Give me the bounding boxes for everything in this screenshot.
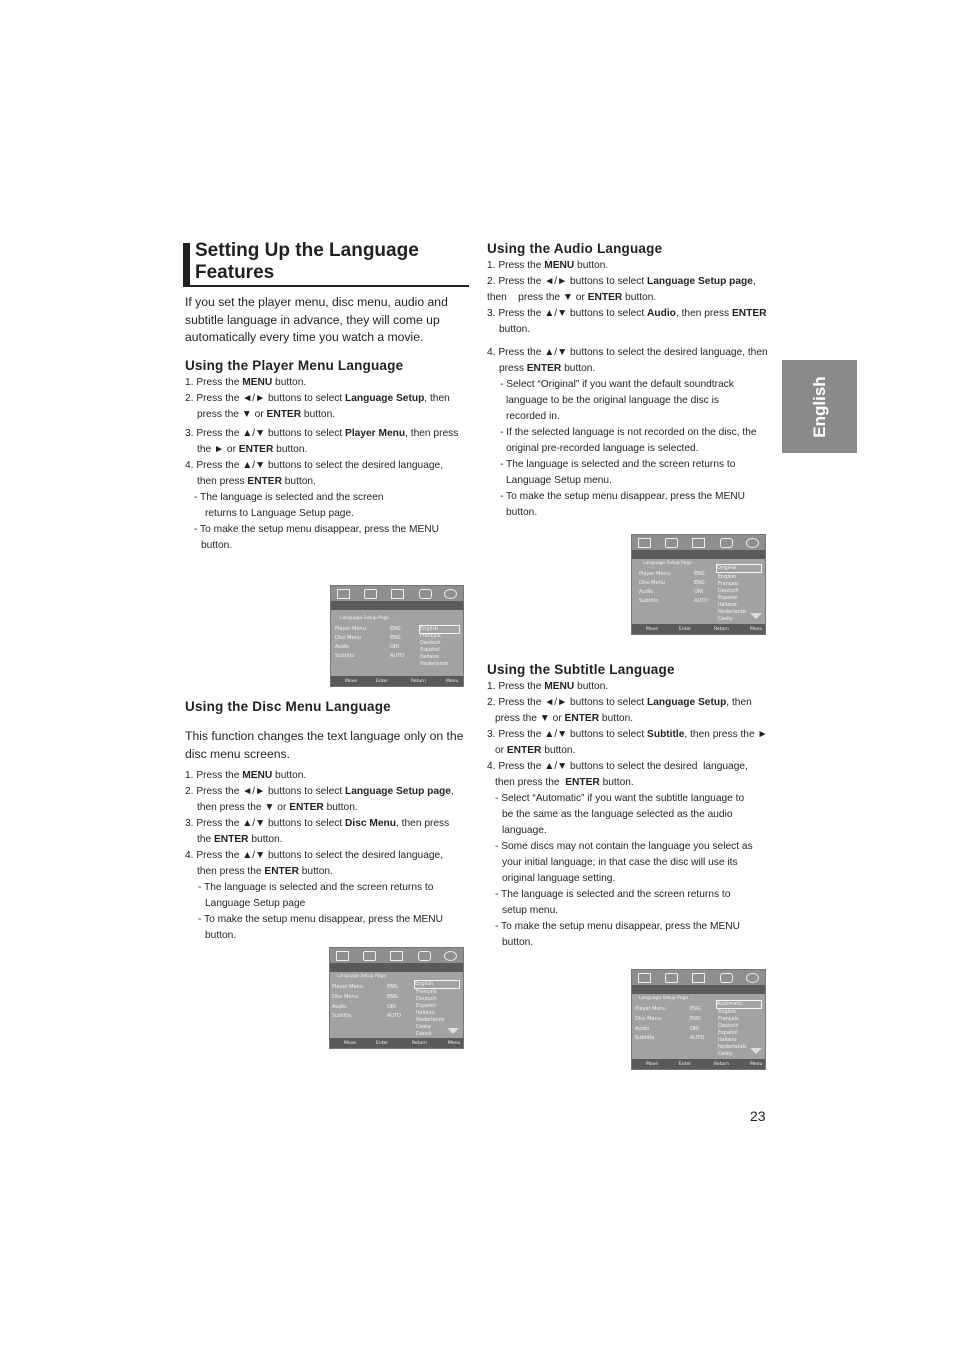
lock-icon (720, 973, 733, 983)
language-icon (337, 589, 350, 599)
osd-player-menu: Language Setup Page ... Player Menu Disc Menu Audio Subtitle ENG ENG ORI AUTO English Français Deutsch Español Italiano Nederlands Move Enter Return Menu (330, 585, 464, 687)
language-icon (638, 973, 651, 983)
display-icon (390, 951, 403, 961)
scroll-down-icon (447, 1028, 459, 1034)
language-icon (336, 951, 349, 961)
subtitle-heading: Using the Subtitle Language (487, 662, 675, 677)
title-accent-bar (183, 243, 190, 286)
scroll-down-icon (750, 1048, 762, 1054)
osd-subtitle-menu: Language Setup Page ... Player Menu Disc Menu Audio Subtitle ENG ENG ORI AUTO Automatic English Français Deutsch Español Italiano Nederlands Cesky Move Enter Return Menu (631, 969, 766, 1070)
step-4: 4. Press the ▲/▼ buttons to select the desired language, (185, 460, 444, 471)
audio-steps: 1. Press the MENU button. 2. Press the ◄/► buttons to select Language Setup page, then press the ▼ or ENTER button. 3. Press the ▲/▼ buttons to select Audio, then press ENTER button. 4. Press the ▲/▼ buttons to select the desired language, then press ENTER button. - Select “Original” if you want the default soundtrack language to be the original language the disc is recorded in. - If the selected language is not recorded on the disc, the original pre-recorded language is selected. - The language is selected and the screen returns to Language Setup menu. - To make the setup menu disappear, press the MENU button. (487, 260, 768, 518)
lock-icon (720, 538, 733, 548)
osd-icon-bar (331, 586, 463, 601)
page-title: Setting Up the Language Features (195, 240, 419, 283)
audio-heading: Using the Audio Language (487, 241, 663, 256)
setup-icon (746, 973, 759, 983)
player-steps: 1. Press the MENU button. 2. Press the ◄/► buttons to select Language Setup, then press the ▼ or ENTER button. 3. Press the ▲/▼ buttons to select Player Menu, then press the ► or ENTER button. 4. Press the ▲/▼ buttons to select the desired language, then press ENTER button. - The language is selected and the screen returns to Language Setup page. - To make the setup menu disappear, press the MENU button. (185, 375, 470, 554)
scroll-down-icon (750, 613, 762, 619)
speaker-icon (364, 589, 377, 599)
language-icon (638, 538, 651, 548)
display-icon (391, 589, 404, 599)
player-heading: Using the Player Menu Language (185, 358, 404, 373)
display-icon (692, 973, 705, 983)
disc-steps: 1. Press the MENU button. 2. Press the ◄/► buttons to select Language Setup page, then press the ▼ or ENTER button. 3. Press the ▲/▼ buttons to select Disc Menu, then press the ENTER button. 4. Press the ▲/▼ buttons to select the desired language, then press the ENTER button. - The language is selected and the screen returns to Language Setup page - To make the setup menu disappear, press the MENU button. (185, 770, 454, 941)
osd-audio-menu: Language Setup Page ... Player Menu Disc Menu Audio Subtitle ENG ENG ORI AUTO Original English Français Deutsch Español Italiano Nederlands Cesky Move Enter Return Menu (631, 534, 766, 635)
setup-icon (444, 589, 457, 599)
step-3: 3. Press the ▲/▼ buttons to select Player Menu, then press (185, 428, 459, 439)
speaker-icon (363, 951, 376, 961)
intro-text: If you set the player menu, disc menu, audio and subtitle language in advance, they will come up automatically every time you watch a movie. (185, 295, 448, 344)
step-2: 2. Press the ◄/► buttons to select Language Setup, then (185, 393, 450, 404)
display-icon (692, 538, 705, 548)
page-number: 23 (750, 1108, 766, 1124)
title-rule (183, 285, 469, 287)
lock-icon (418, 951, 431, 961)
disc-intro: This function changes the text language only on the disc menu screens. (185, 729, 464, 761)
step-1: 1. Press the MENU button. (185, 377, 307, 388)
subtitle-steps: 1. Press the MENU button. 2. Press the ◄/► buttons to select Language Setup, then press the ▼ or ENTER button. 3. Press the ▲/▼ buttons to select Subtitle, then press the ► or ENTER button. 4. Press the ▲/▼ buttons to select the desired language, then press the ENTER button. - Select “Automatic” if you want the subtitle language to be the same as the language selected as the audio language. - Some discs may not contain the language you select as your initial language; in that case the disc will use its original language setting. - The language is selected and the screen returns to setup menu. - To make the setup menu disappear, press the MENU button. (487, 681, 768, 948)
speaker-icon (665, 538, 678, 548)
language-side-tab: English (782, 360, 857, 453)
disc-heading: Using the Disc Menu Language (185, 699, 391, 714)
osd-page-title: Language Setup Page ... (340, 616, 395, 621)
lock-icon (419, 589, 432, 599)
osd-disc-menu: Language Setup Page Player Menu Disc Menu Audio Subtitle ENG ENG ORI AUTO English Français Deutsch Español Italiano Nederlands Cesky Dansk Move Enter Return Menu (329, 947, 464, 1049)
setup-icon (746, 538, 759, 548)
speaker-icon (665, 973, 678, 983)
setup-icon (444, 951, 457, 961)
